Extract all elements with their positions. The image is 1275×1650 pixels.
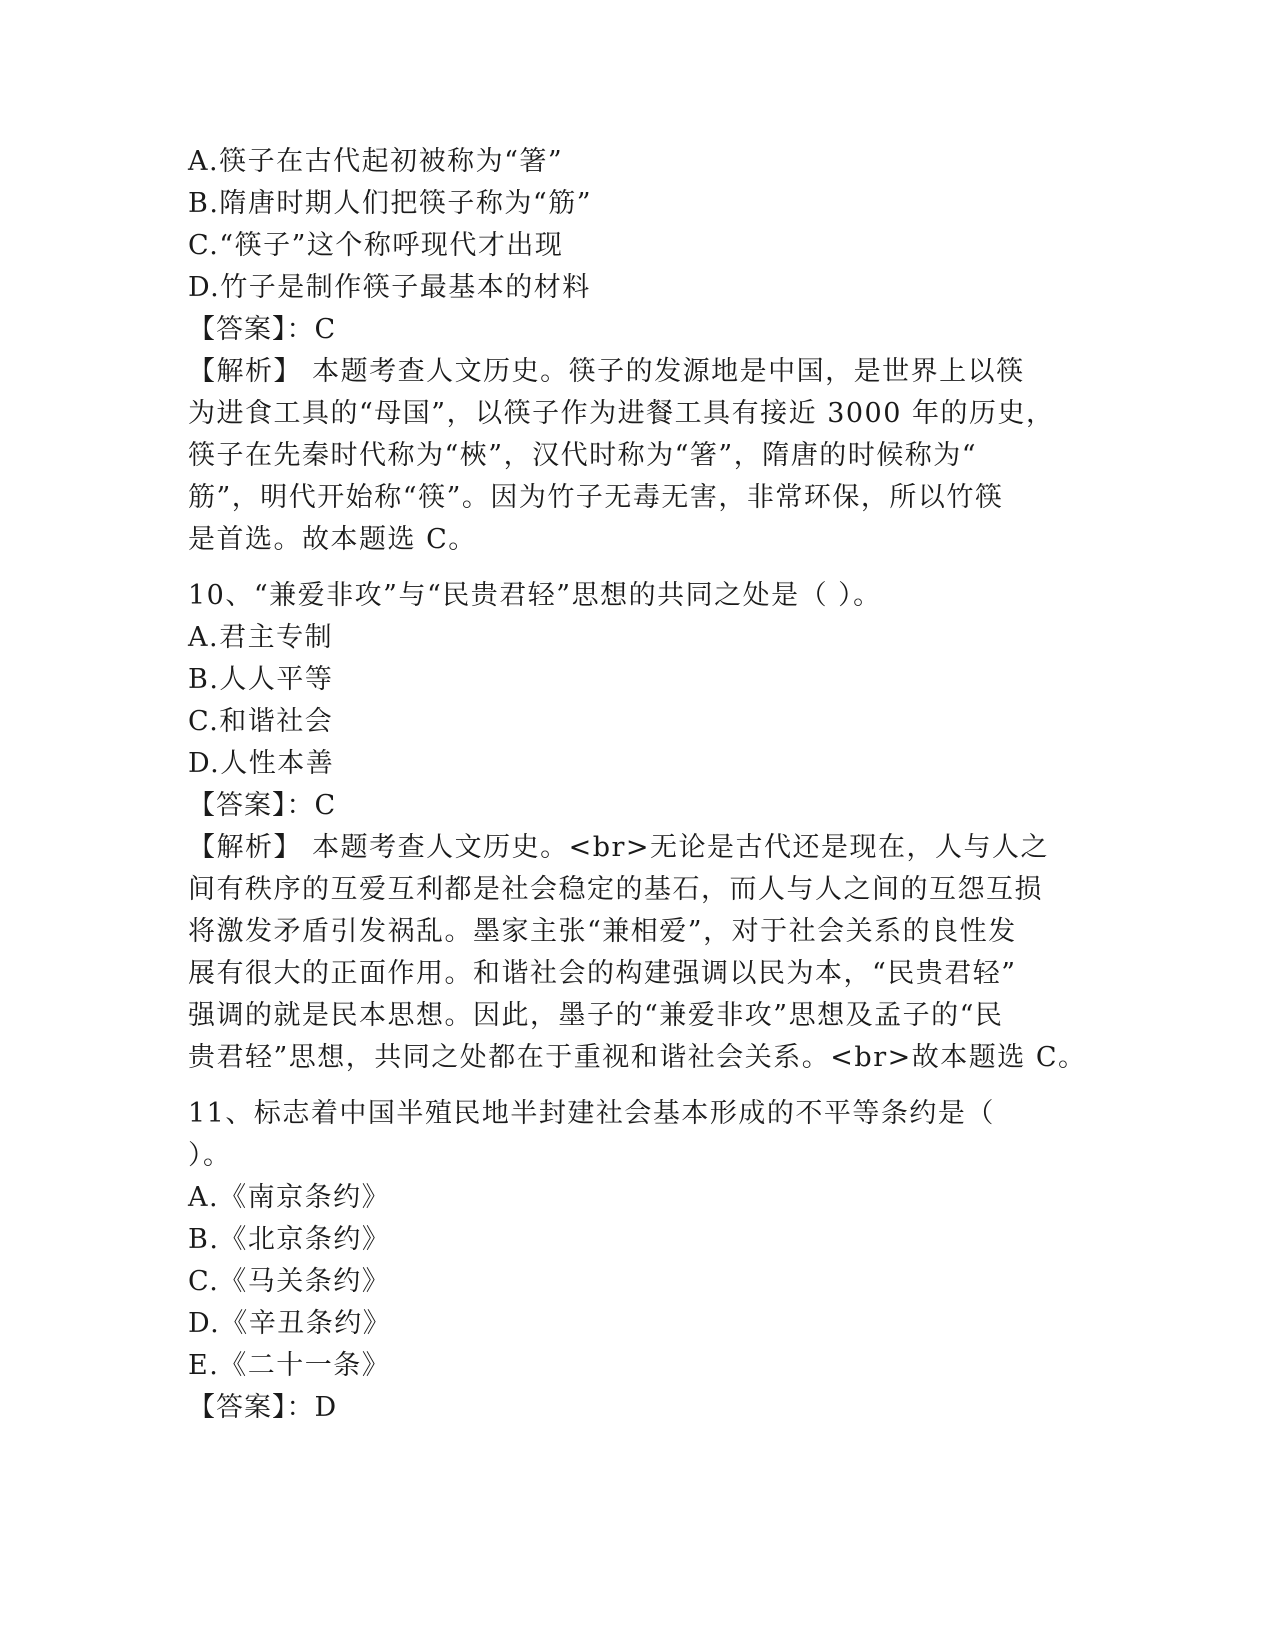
q11-option-e: E.《二十一条》 bbox=[188, 1350, 391, 1381]
q9-analysis-line: 筷子在先秦时代称为“梜”，汉代时称为“箸”，隋唐的时候称为“ bbox=[188, 440, 978, 471]
q10-analysis-line: 贵君轻”思想，共同之处都在于重视和谐社会关系。<br>故本题选 C。 bbox=[188, 1042, 1087, 1073]
q11-question-line: 11、标志着中国半殖民地半封建社会基本形成的不平等条约是（ bbox=[188, 1098, 995, 1129]
q10-option-b: B.人人平等 bbox=[188, 664, 334, 695]
q9-option-b: B.隋唐时期人们把筷子称为“筋” bbox=[188, 188, 593, 219]
q11-option-b: B.《北京条约》 bbox=[188, 1224, 391, 1255]
q9-analysis-line: 筋”，明代开始称“筷”。因为竹子无毒无害，非常环保，所以竹筷 bbox=[188, 482, 1004, 513]
q9-analysis-line: 为进食工具的“母国”，以筷子作为进餐工具有接近 3000 年的历史， bbox=[188, 398, 1055, 429]
q10-analysis-line: 强调的就是民本思想。因此，墨子的“兼爱非攻”思想及孟子的“民 bbox=[188, 1000, 1004, 1031]
q9-answer: 【答案】：C bbox=[188, 314, 337, 345]
q10-question: 10、“兼爱非攻”与“民贵君轻”思想的共同之处是（ ）。 bbox=[188, 580, 882, 611]
q11-answer: 【答案】：D bbox=[188, 1392, 338, 1423]
q9-option-d: D.竹子是制作筷子最基本的材料 bbox=[188, 272, 591, 303]
q11-option-a: A.《南京条约》 bbox=[188, 1182, 391, 1213]
q10-option-d: D.人性本善 bbox=[188, 748, 335, 779]
q10-analysis-line: 【解析】 本题考查人文历史。<br>无论是古代还是现在，人与人之 bbox=[188, 832, 1050, 863]
q9-option-a: A.筷子在古代起初被称为“箸” bbox=[188, 146, 564, 177]
q9-analysis-line: 【解析】 本题考查人文历史。筷子的发源地是中国，是世界上以筷 bbox=[188, 356, 1025, 387]
q11-option-d: D.《辛丑条约》 bbox=[188, 1308, 392, 1339]
q9-analysis-line: 是首选。故本题选 C。 bbox=[188, 524, 477, 555]
q10-answer: 【答案】：C bbox=[188, 790, 337, 821]
q11-question-line: ）。 bbox=[188, 1140, 232, 1171]
q9-option-c: C.“筷子”这个称呼现代才出现 bbox=[188, 230, 564, 261]
q10-analysis-line: 将激发矛盾引发祸乱。墨家主张“兼相爱”，对于社会关系的良性发 bbox=[188, 916, 1017, 947]
q10-analysis-line: 间有秩序的互爱互利都是社会稳定的基石，而人与人之间的互怨互损 bbox=[188, 874, 1043, 905]
q10-option-c: C.和谐社会 bbox=[188, 706, 334, 737]
q10-analysis-line: 展有很大的正面作用。和谐社会的构建强调以民为本，“民贵君轻” bbox=[188, 958, 1017, 989]
q10-option-a: A.君主专制 bbox=[188, 622, 334, 653]
q11-option-c: C.《马关条约》 bbox=[188, 1266, 391, 1297]
